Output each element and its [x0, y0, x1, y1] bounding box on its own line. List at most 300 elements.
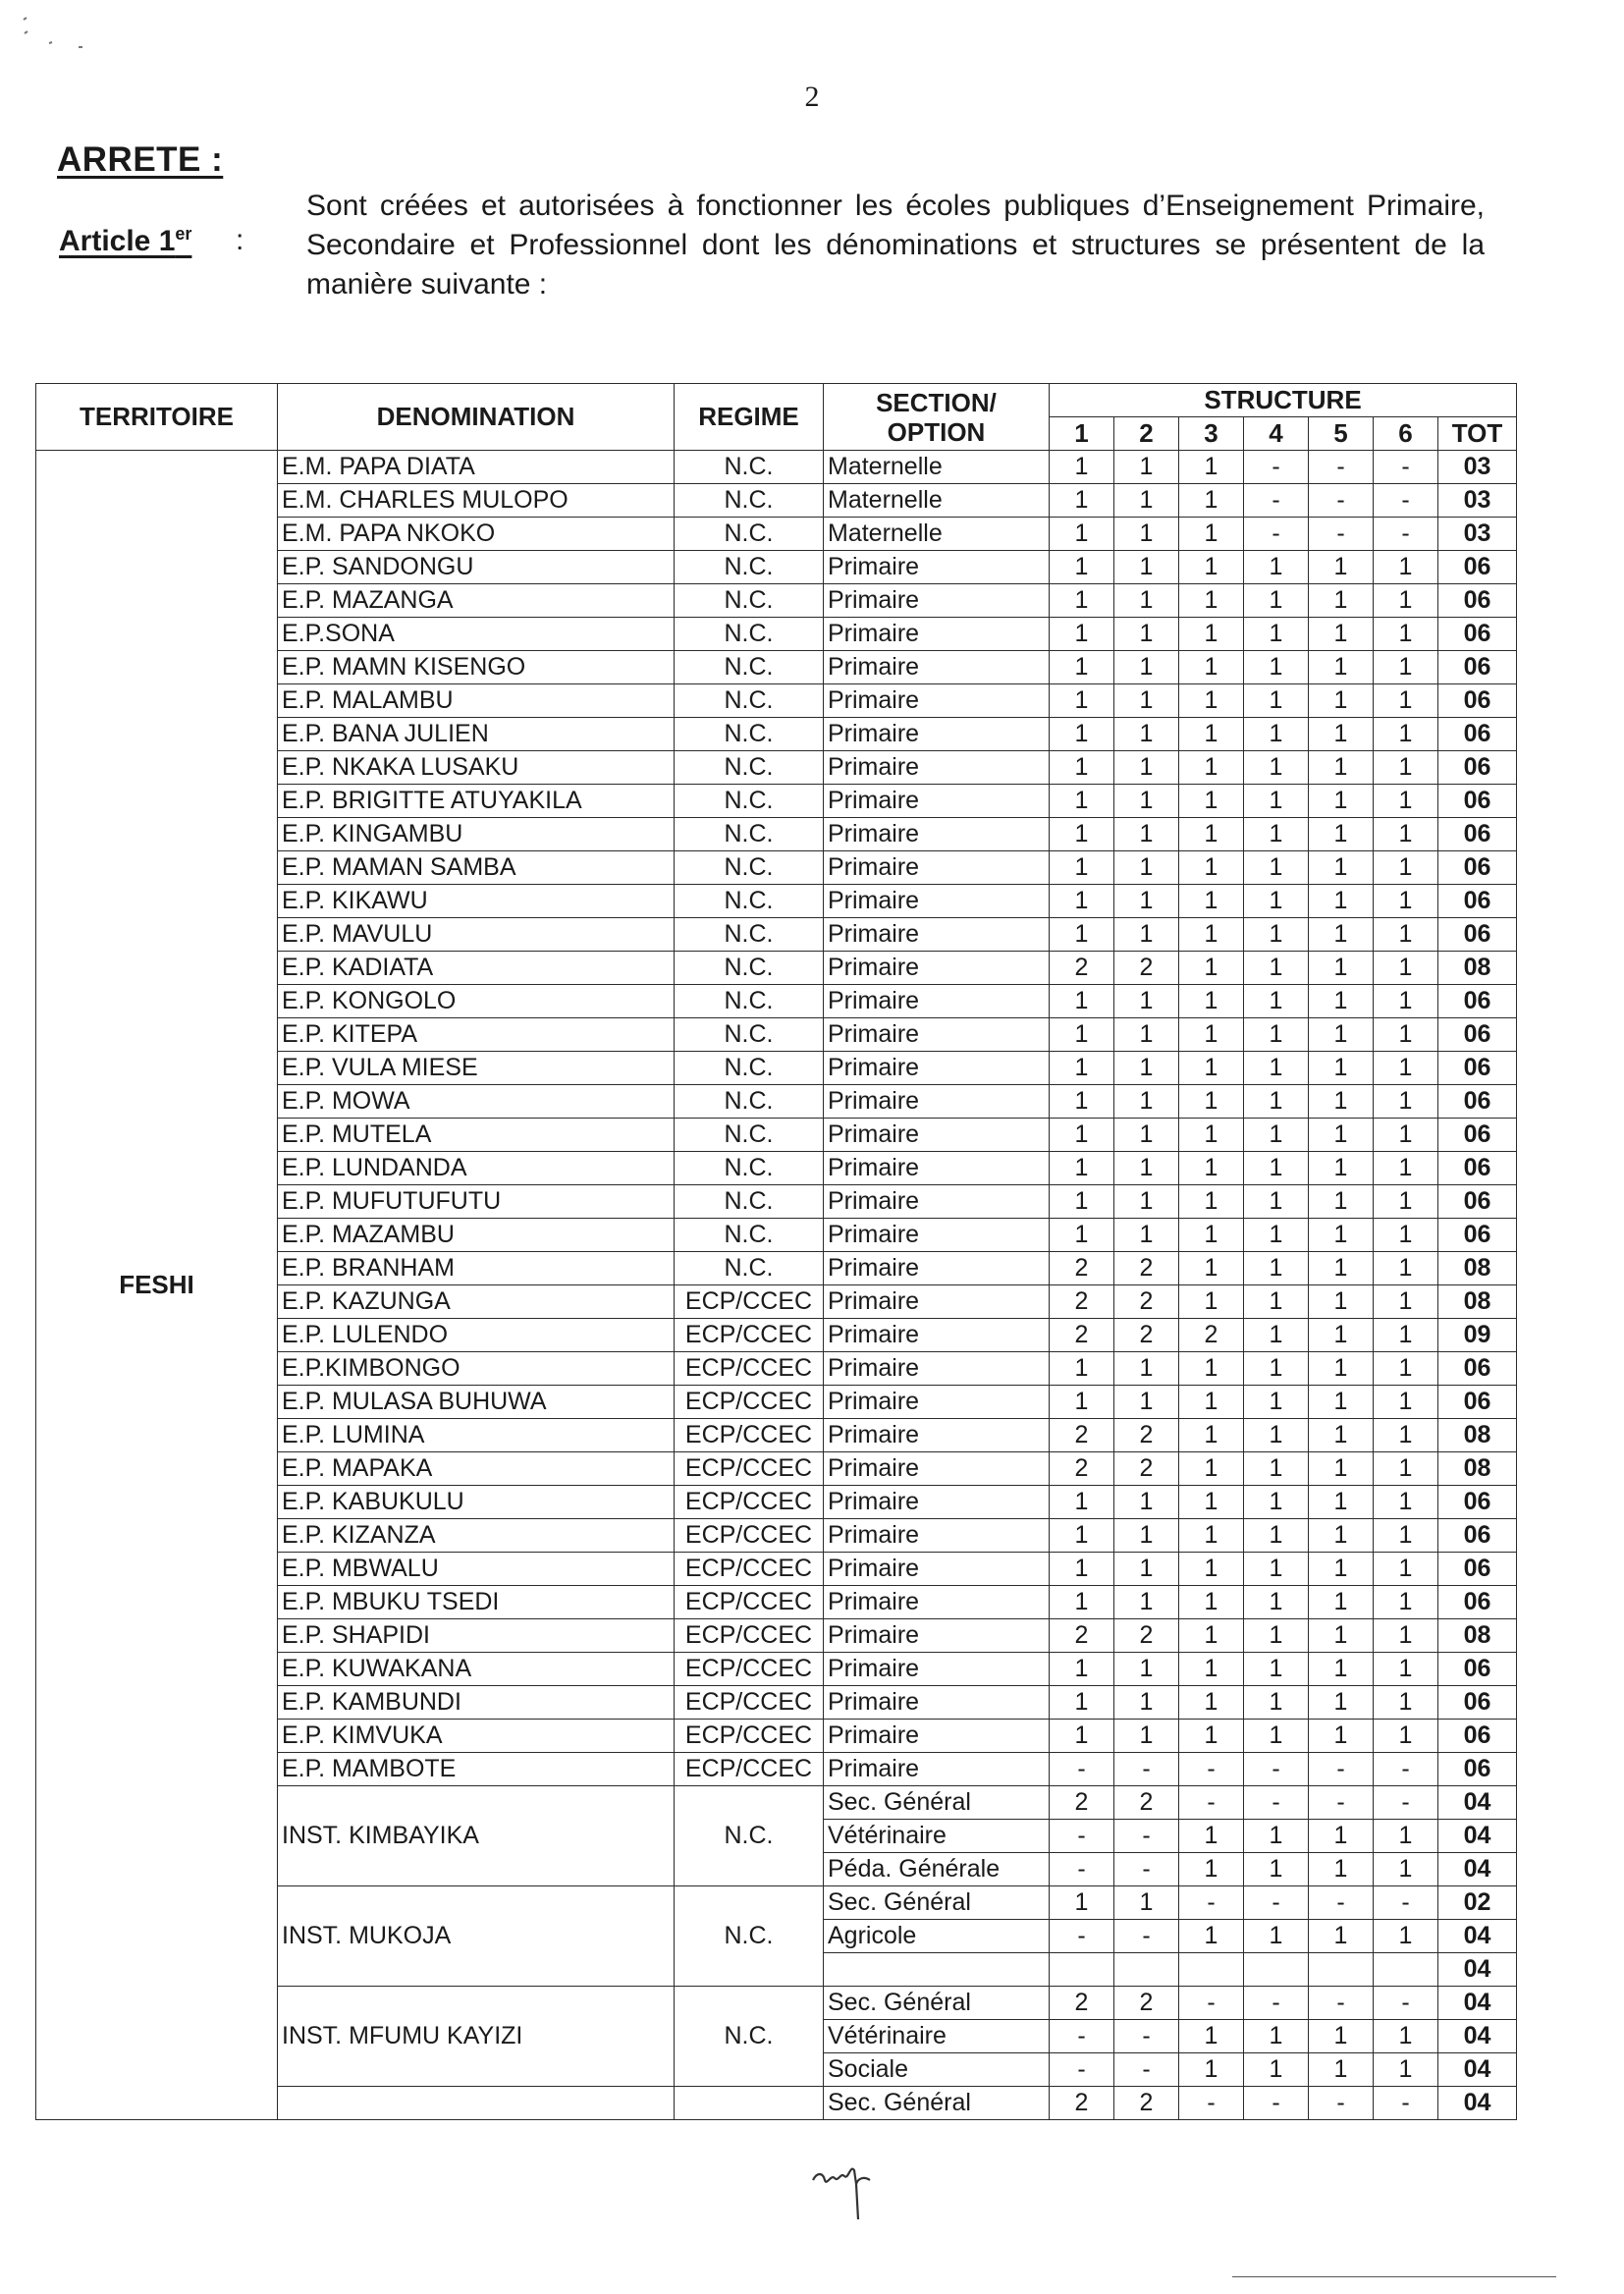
school-section: Primaire — [824, 885, 1050, 918]
structure-value: 1 — [1309, 1920, 1374, 1953]
structure-value: 1 — [1179, 1686, 1244, 1720]
structure-value: 1 — [1179, 1586, 1244, 1619]
structure-value: 1 — [1374, 1720, 1438, 1753]
school-regime: N.C. — [675, 751, 824, 785]
structure-value: 1 — [1309, 1686, 1374, 1720]
structure-value: 1 — [1179, 1018, 1244, 1052]
structure-value: 1 — [1050, 1352, 1114, 1386]
institute-option — [824, 1953, 1050, 1987]
structure-value: 1 — [1244, 1085, 1309, 1119]
structure-value: - — [1244, 1753, 1309, 1786]
school-name: E.P. MAZAMBU — [278, 1219, 675, 1252]
school-regime: N.C. — [675, 1185, 824, 1219]
structure-value: 1 — [1374, 1085, 1438, 1119]
school-section: Primaire — [824, 718, 1050, 751]
structure-value: - — [1179, 1987, 1244, 2020]
structure-value: 1 — [1050, 851, 1114, 885]
school-regime: N.C. — [675, 1252, 824, 1285]
structure-total: 04 — [1438, 2053, 1517, 2087]
structure-value: 1 — [1374, 918, 1438, 952]
school-name: E.P. MAZANGA — [278, 584, 675, 618]
structure-value: 1 — [1244, 851, 1309, 885]
structure-value: 1 — [1309, 918, 1374, 952]
structure-value: 1 — [1050, 1586, 1114, 1619]
school-section: Primaire — [824, 1553, 1050, 1586]
school-section: Primaire — [824, 1686, 1050, 1720]
structure-value: 1 — [1114, 1486, 1179, 1519]
structure-total: 08 — [1438, 952, 1517, 985]
school-name: E.P. KINGAMBU — [278, 818, 675, 851]
structure-value: 1 — [1179, 1653, 1244, 1686]
structure-value: 1 — [1374, 1052, 1438, 1085]
structure-value: 1 — [1114, 1586, 1179, 1619]
school-name: E.P.KIMBONGO — [278, 1352, 675, 1386]
structure-value: 1 — [1179, 518, 1244, 551]
school-section: Primaire — [824, 1219, 1050, 1252]
structure-value — [1374, 1953, 1438, 1987]
structure-value: 1 — [1309, 2053, 1374, 2087]
structure-value: - — [1114, 1853, 1179, 1886]
structure-value: 1 — [1374, 1119, 1438, 1152]
structure-value: - — [1114, 1753, 1179, 1786]
school-name: E.P. MUFUTUFUTU — [278, 1185, 675, 1219]
school-name: E.P. KAMBUNDI — [278, 1686, 675, 1720]
header-structure: STRUCTURE — [1050, 384, 1517, 417]
school-name: E.P. LUNDANDA — [278, 1152, 675, 1185]
structure-value: 1 — [1179, 1386, 1244, 1419]
structure-value: 1 — [1374, 718, 1438, 751]
article-colon: : — [236, 224, 244, 256]
structure-value: 2 — [1050, 1419, 1114, 1452]
structure-value: 1 — [1179, 1119, 1244, 1152]
structure-value: 1 — [1050, 1486, 1114, 1519]
school-section: Primaire — [824, 1753, 1050, 1786]
school-regime: ECP/CCEC — [675, 1553, 824, 1586]
structure-total: 06 — [1438, 618, 1517, 651]
institute-regime: N.C. — [675, 1886, 824, 1987]
structure-value: 1 — [1374, 751, 1438, 785]
structure-total: 06 — [1438, 1720, 1517, 1753]
structure-value: 1 — [1244, 1853, 1309, 1886]
structure-value: 1 — [1114, 1686, 1179, 1720]
structure-value: 1 — [1374, 1686, 1438, 1720]
structure-value: 1 — [1244, 651, 1309, 684]
school-regime: N.C. — [675, 952, 824, 985]
structure-value: 1 — [1050, 1119, 1114, 1152]
institute-name: INST. MFUMU KAYIZI — [278, 1987, 675, 2087]
structure-value: 1 — [1179, 1352, 1244, 1386]
structure-value: 1 — [1244, 785, 1309, 818]
structure-value: 1 — [1179, 2020, 1244, 2053]
structure-value: 1 — [1309, 1052, 1374, 1085]
structure-value: 1 — [1114, 1352, 1179, 1386]
structure-value: 1 — [1244, 1018, 1309, 1052]
structure-value: - — [1179, 1886, 1244, 1920]
school-regime: N.C. — [675, 1018, 824, 1052]
structure-value: - — [1050, 1853, 1114, 1886]
structure-value: 1 — [1114, 584, 1179, 618]
header-col-1: 1 — [1050, 417, 1114, 451]
structure-value: 1 — [1374, 1920, 1438, 1953]
structure-value: 1 — [1179, 1619, 1244, 1653]
school-regime: ECP/CCEC — [675, 1753, 824, 1786]
structure-value: 1 — [1050, 1152, 1114, 1185]
header-col-2: 2 — [1114, 417, 1179, 451]
structure-total: 06 — [1438, 1119, 1517, 1152]
structure-value: 1 — [1374, 1219, 1438, 1252]
header-col-5: 5 — [1309, 417, 1374, 451]
structure-value: 1 — [1179, 785, 1244, 818]
structure-value: 1 — [1179, 1152, 1244, 1185]
structure-value: 1 — [1244, 1820, 1309, 1853]
school-section: Primaire — [824, 918, 1050, 952]
institute-option: Sec. Général — [824, 2087, 1050, 2120]
structure-total: 04 — [1438, 1853, 1517, 1886]
school-name: E.P. KITEPA — [278, 1018, 675, 1052]
structure-value: 2 — [1114, 1319, 1179, 1352]
structure-value: 1 — [1050, 651, 1114, 684]
structure-value: 1 — [1114, 1185, 1179, 1219]
header-territoire: TERRITOIRE — [36, 384, 278, 451]
structure-value: 1 — [1374, 851, 1438, 885]
school-section: Primaire — [824, 952, 1050, 985]
structure-value: 1 — [1179, 584, 1244, 618]
school-regime: N.C. — [675, 885, 824, 918]
school-regime: N.C. — [675, 551, 824, 584]
structure-value: - — [1114, 2053, 1179, 2087]
structure-value: 1 — [1179, 1185, 1244, 1219]
school-section: Primaire — [824, 818, 1050, 851]
structure-value: 1 — [1309, 2020, 1374, 2053]
institute-option: Agricole — [824, 1920, 1050, 1953]
structure-value: 1 — [1179, 885, 1244, 918]
school-section: Primaire — [824, 1452, 1050, 1486]
school-section: Maternelle — [824, 451, 1050, 484]
structure-total: 06 — [1438, 785, 1517, 818]
structure-value: 1 — [1374, 1319, 1438, 1352]
structure-value: 1 — [1050, 1720, 1114, 1753]
structure-value: - — [1309, 1886, 1374, 1920]
structure-total: 06 — [1438, 818, 1517, 851]
school-name: E.P. MOWA — [278, 1085, 675, 1119]
header-regime: REGIME — [675, 384, 824, 451]
structure-total: 06 — [1438, 1185, 1517, 1219]
structure-value: 1 — [1309, 1018, 1374, 1052]
institute-name: INST. KIMBAYIKA — [278, 1786, 675, 1886]
structure-value: 1 — [1114, 484, 1179, 518]
structure-value: 2 — [1050, 1252, 1114, 1285]
structure-value: 2 — [1114, 952, 1179, 985]
structure-value: 1 — [1309, 551, 1374, 584]
structure-value: 1 — [1309, 584, 1374, 618]
school-section: Primaire — [824, 1252, 1050, 1285]
structure-total: 06 — [1438, 684, 1517, 718]
school-section: Primaire — [824, 1152, 1050, 1185]
school-name: E.P. KABUKULU — [278, 1486, 675, 1519]
school-section: Primaire — [824, 1119, 1050, 1152]
structure-value: 1 — [1244, 1686, 1309, 1720]
school-section: Primaire — [824, 584, 1050, 618]
article-label: Article 1er — [59, 224, 192, 257]
structure-value: - — [1050, 1753, 1114, 1786]
structure-value: 1 — [1309, 1319, 1374, 1352]
structure-value: 1 — [1244, 918, 1309, 952]
school-section: Primaire — [824, 1419, 1050, 1452]
structure-total: 06 — [1438, 1553, 1517, 1586]
structure-value: 1 — [1050, 1052, 1114, 1085]
structure-value: - — [1050, 2053, 1114, 2087]
structure-total: 04 — [1438, 1987, 1517, 2020]
school-regime: N.C. — [675, 918, 824, 952]
structure-value: 1 — [1244, 1285, 1309, 1319]
structure-value: 1 — [1114, 751, 1179, 785]
structure-total: 06 — [1438, 718, 1517, 751]
structure-value: 1 — [1374, 551, 1438, 584]
structure-value: 1 — [1114, 1085, 1179, 1119]
structure-value: 1 — [1309, 1119, 1374, 1152]
structure-value: 1 — [1244, 684, 1309, 718]
structure-total: 04 — [1438, 2087, 1517, 2120]
structure-value: 1 — [1309, 1553, 1374, 1586]
structure-value: 1 — [1309, 818, 1374, 851]
structure-value: 1 — [1309, 1219, 1374, 1252]
scan-mark-icon — [20, 14, 128, 53]
structure-value: 1 — [1244, 1052, 1309, 1085]
structure-value: 1 — [1309, 1619, 1374, 1653]
structure-value: 1 — [1309, 1720, 1374, 1753]
school-section: Primaire — [824, 618, 1050, 651]
school-regime: N.C. — [675, 584, 824, 618]
structure-value: 1 — [1374, 1352, 1438, 1386]
structure-value: 1 — [1244, 1386, 1309, 1419]
school-regime: ECP/CCEC — [675, 1653, 824, 1686]
structure-total: 04 — [1438, 1786, 1517, 1820]
structure-total: 06 — [1438, 1018, 1517, 1052]
schools-table-body — [36, 451, 1517, 2120]
structure-value: 1 — [1244, 1920, 1309, 1953]
school-regime: ECP/CCEC — [675, 1285, 824, 1319]
structure-value: 1 — [1374, 1152, 1438, 1185]
structure-value: 1 — [1050, 451, 1114, 484]
school-regime: N.C. — [675, 718, 824, 751]
structure-value: 2 — [1050, 1987, 1114, 2020]
school-section: Primaire — [824, 1319, 1050, 1352]
structure-value: 1 — [1244, 1252, 1309, 1285]
structure-value: 1 — [1374, 1419, 1438, 1452]
school-section: Primaire — [824, 851, 1050, 885]
structure-value: 1 — [1179, 918, 1244, 952]
structure-value: 1 — [1374, 2020, 1438, 2053]
structure-value: - — [1374, 484, 1438, 518]
structure-value: 2 — [1050, 952, 1114, 985]
school-regime: ECP/CCEC — [675, 1452, 824, 1486]
structure-value: 2 — [1050, 2087, 1114, 2120]
school-section: Primaire — [824, 1285, 1050, 1319]
school-name: E.P. MBUKU TSEDI — [278, 1586, 675, 1619]
structure-value: 1 — [1179, 985, 1244, 1018]
structure-value: 1 — [1114, 785, 1179, 818]
structure-value: 1 — [1309, 1419, 1374, 1452]
structure-total: 06 — [1438, 1486, 1517, 1519]
institute-option: Sec. Général — [824, 1786, 1050, 1820]
structure-value: 1 — [1309, 1853, 1374, 1886]
institute-name: INST. MUKOJA — [278, 1886, 675, 1987]
structure-value: 1 — [1114, 1219, 1179, 1252]
school-name: E.P. MUTELA — [278, 1119, 675, 1152]
school-regime: N.C. — [675, 985, 824, 1018]
structure-value: - — [1309, 2087, 1374, 2120]
structure-value: 1 — [1050, 1686, 1114, 1720]
structure-value: 1 — [1114, 618, 1179, 651]
school-name: E.P. KIKAWU — [278, 885, 675, 918]
structure-value: - — [1244, 1886, 1309, 1920]
structure-total: 04 — [1438, 1953, 1517, 1987]
school-regime: N.C. — [675, 1152, 824, 1185]
structure-value: 1 — [1374, 684, 1438, 718]
institute-option: Sec. Général — [824, 1886, 1050, 1920]
structure-value: 1 — [1309, 751, 1374, 785]
structure-value: 2 — [1050, 1285, 1114, 1319]
structure-value: - — [1374, 1987, 1438, 2020]
structure-value: 1 — [1244, 1319, 1309, 1352]
structure-value: 1 — [1050, 1553, 1114, 1586]
school-section: Primaire — [824, 1085, 1050, 1119]
institute-regime: N.C. — [675, 1786, 824, 1886]
structure-value: 1 — [1179, 651, 1244, 684]
structure-value: 1 — [1374, 818, 1438, 851]
footer-rule — [1232, 2276, 1556, 2277]
structure-total: 06 — [1438, 918, 1517, 952]
school-section: Primaire — [824, 1619, 1050, 1653]
structure-value: 1 — [1244, 1486, 1309, 1519]
structure-value: 1 — [1374, 1486, 1438, 1519]
structure-value: 1 — [1050, 1185, 1114, 1219]
structure-value: 1 — [1179, 1052, 1244, 1085]
structure-value: 1 — [1374, 584, 1438, 618]
structure-value: 1 — [1179, 751, 1244, 785]
structure-value: 1 — [1114, 1152, 1179, 1185]
structure-value: 1 — [1309, 952, 1374, 985]
structure-value: 2 — [1050, 1786, 1114, 1820]
structure-value: 1 — [1050, 1519, 1114, 1553]
structure-value: - — [1244, 2087, 1309, 2120]
structure-value: 1 — [1114, 1519, 1179, 1553]
school-section: Primaire — [824, 1185, 1050, 1219]
header-col-tot: TOT — [1438, 417, 1517, 451]
structure-value — [1309, 1953, 1374, 1987]
institute-name — [278, 2087, 675, 2120]
school-regime: N.C. — [675, 651, 824, 684]
structure-value: 2 — [1114, 1619, 1179, 1653]
structure-value: 1 — [1374, 1252, 1438, 1285]
structure-total: 08 — [1438, 1419, 1517, 1452]
structure-value: - — [1244, 518, 1309, 551]
structure-value: 1 — [1179, 1920, 1244, 1953]
structure-value: 1 — [1114, 1119, 1179, 1152]
structure-total: 06 — [1438, 1653, 1517, 1686]
structure-value: 1 — [1374, 1853, 1438, 1886]
structure-value: 1 — [1374, 885, 1438, 918]
school-regime: ECP/CCEC — [675, 1419, 824, 1452]
school-name: E.P. MAVULU — [278, 918, 675, 952]
structure-value: 1 — [1050, 1219, 1114, 1252]
structure-value: 1 — [1374, 1185, 1438, 1219]
structure-total: 04 — [1438, 1920, 1517, 1953]
structure-value: 1 — [1244, 1419, 1309, 1452]
structure-value: 1 — [1114, 818, 1179, 851]
structure-value: 1 — [1050, 985, 1114, 1018]
school-regime: ECP/CCEC — [675, 1619, 824, 1653]
structure-value: 2 — [1114, 1252, 1179, 1285]
school-name: E.P. SANDONGU — [278, 551, 675, 584]
structure-value: 1 — [1244, 1352, 1309, 1386]
structure-value: - — [1050, 2020, 1114, 2053]
structure-value: 1 — [1244, 718, 1309, 751]
structure-value: 2 — [1114, 1452, 1179, 1486]
structure-value: 1 — [1374, 651, 1438, 684]
structure-value: - — [1179, 2087, 1244, 2120]
structure-value: 2 — [1114, 1987, 1179, 2020]
school-regime: ECP/CCEC — [675, 1352, 824, 1386]
school-name: E.M. CHARLES MULOPO — [278, 484, 675, 518]
structure-value: 1 — [1179, 1486, 1244, 1519]
structure-value: - — [1244, 484, 1309, 518]
page-number: 2 — [804, 81, 820, 113]
institute-option: Vétérinaire — [824, 2020, 1050, 2053]
structure-value: 1 — [1179, 1553, 1244, 1586]
structure-total: 06 — [1438, 551, 1517, 584]
structure-value: 1 — [1244, 1720, 1309, 1753]
structure-value: 1 — [1114, 1052, 1179, 1085]
school-regime: N.C. — [675, 1052, 824, 1085]
structure-value: 1 — [1309, 785, 1374, 818]
structure-value: - — [1374, 2087, 1438, 2120]
structure-value: 1 — [1114, 684, 1179, 718]
structure-value: 1 — [1179, 1519, 1244, 1553]
institute-regime — [675, 2087, 824, 2120]
structure-value: 2 — [1050, 1619, 1114, 1653]
school-section: Primaire — [824, 1519, 1050, 1553]
structure-value: 1 — [1114, 551, 1179, 584]
structure-total: 06 — [1438, 584, 1517, 618]
structure-value: 1 — [1244, 1519, 1309, 1553]
structure-value: 1 — [1244, 2053, 1309, 2087]
signature-icon — [805, 2151, 893, 2229]
structure-value: - — [1309, 484, 1374, 518]
structure-value: 1 — [1374, 1386, 1438, 1419]
structure-value: - — [1374, 451, 1438, 484]
structure-value: 1 — [1114, 1018, 1179, 1052]
structure-value: - — [1309, 1786, 1374, 1820]
structure-value: 1 — [1179, 684, 1244, 718]
school-section: Primaire — [824, 1052, 1050, 1085]
structure-value: - — [1309, 518, 1374, 551]
table-row — [36, 451, 1517, 484]
structure-value: 1 — [1244, 2020, 1309, 2053]
arrete-heading: ARRETE : — [57, 140, 224, 179]
school-name: E.P. MAMAN SAMBA — [278, 851, 675, 885]
structure-value: 2 — [1050, 1319, 1114, 1352]
structure-value: 1 — [1374, 1586, 1438, 1619]
structure-value: 1 — [1244, 1119, 1309, 1152]
school-name: E.P. BANA JULIEN — [278, 718, 675, 751]
structure-value: 2 — [1114, 1285, 1179, 1319]
structure-value: - — [1374, 1753, 1438, 1786]
school-name: E.P. KIZANZA — [278, 1519, 675, 1553]
school-section: Primaire — [824, 785, 1050, 818]
structure-value: - — [1309, 1753, 1374, 1786]
structure-total: 04 — [1438, 1820, 1517, 1853]
